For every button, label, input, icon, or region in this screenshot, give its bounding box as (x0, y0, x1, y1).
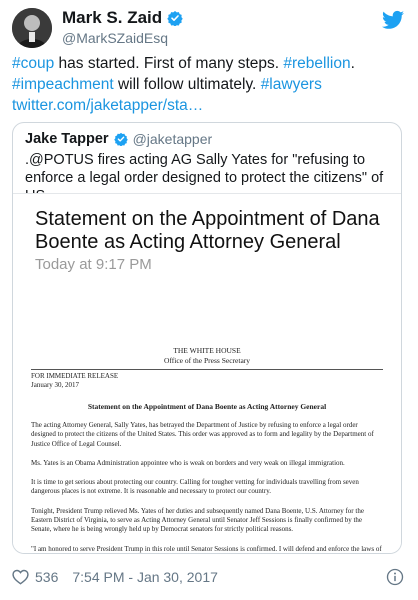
document-paragraph: Tonight, President Trump relieved Ms. Yates of her duties and subsequently named Dana Boente, U.S. Attorney for the Eastern District of Virginia, to serve as Acting Attorney General until Senator Jeff Sessions is finally confirmed by the Senate, where he is being wrongly held up by Democrat senators for strictly political reasons. (31, 506, 364, 534)
tweet-timestamp[interactable]: 7:54 PM - Jan 30, 2017 (72, 569, 218, 585)
release-block (31, 372, 391, 390)
release-label: FOR IMMEDIATE RELEASE (31, 372, 119, 380)
release-date: January 30, 2017 (31, 381, 80, 389)
like-count[interactable]: 536 (35, 569, 59, 585)
document-paragraph: It is time to get serious about protecting our country. Calling for tougher vetting for individuals travelling from seven dangerous places is not extreme. It is reasonable and necessary to protect our country. (31, 478, 359, 496)
quoted-display-name[interactable]: Jake Tapper (25, 131, 109, 147)
author-handle[interactable]: @MarkSZaidEsq (62, 30, 169, 46)
document-paragraph: "I am honored to serve President Trump in this role until Senator Sessions is confirmed. I will defend and enforce the laws of (31, 544, 382, 553)
white-house-heading: THE WHITE HOUSE (173, 346, 241, 355)
press-release-document (23, 286, 391, 554)
hashtag-lawyers-link[interactable]: #lawyers (260, 76, 322, 93)
tweet-text-segment: will follow ultimately. (113, 76, 261, 93)
quoted-tweet-url-link[interactable]: twitter.com/jaketapper/sta… (12, 97, 204, 114)
author-name-row[interactable] (62, 8, 183, 28)
press-office-heading: Office of the Press Secretary (163, 356, 251, 365)
document-letterhead (23, 346, 391, 366)
document-paragraph: The acting Attorney General, Sally Yates, has betrayed the Department of Justice by refusing to enforce a legal order designed to protect the citizens of the United States. This order was approved as to form and legality by the Department of Justice Office of Legal Counsel. (31, 421, 374, 448)
hashtag-rebellion-link[interactable]: #rebellion (283, 55, 351, 72)
quoted-tweet-card[interactable] (12, 122, 402, 554)
tweet-footer (12, 569, 218, 585)
tweet-text-segment: . (350, 55, 355, 72)
twitter-bird-icon[interactable] (382, 10, 404, 30)
statement-title: Statement on the Appointment of Dana Boente as Acting Attorney General (35, 208, 380, 253)
tweet-text-segment: has started. First of many steps. (54, 55, 284, 72)
verified-badge-icon (167, 10, 183, 26)
tweet-text (12, 53, 406, 116)
statement-image[interactable] (13, 193, 401, 554)
quoted-author-row[interactable] (25, 131, 212, 147)
quoted-tweet-text: .@POTUS fires acting AG Sally Yates for "refusing to enforce a legal order designed to protect the citizens" of (25, 152, 384, 186)
avatar[interactable] (12, 8, 52, 48)
verified-badge-icon (114, 132, 128, 146)
quoted-handle[interactable]: @jaketapper (132, 131, 213, 147)
info-icon[interactable] (386, 568, 404, 586)
author-display-name[interactable]: Mark S. Zaid (62, 8, 163, 27)
hashtag-impeachment-link[interactable]: #impeachment (12, 76, 114, 93)
document-heading: Statement on the Appointment of Dana Boente as Acting Attorney General (87, 402, 327, 411)
statement-time: Today at 9:17 PM (35, 256, 152, 273)
hashtag-coup-link[interactable]: #coup (12, 55, 55, 72)
letterhead-divider (31, 369, 383, 370)
document-paragraph: Ms. Yates is an Obama Administration appointee who is weak on borders and very weak on illegal immigration. (31, 458, 345, 467)
heart-icon[interactable] (12, 569, 29, 585)
